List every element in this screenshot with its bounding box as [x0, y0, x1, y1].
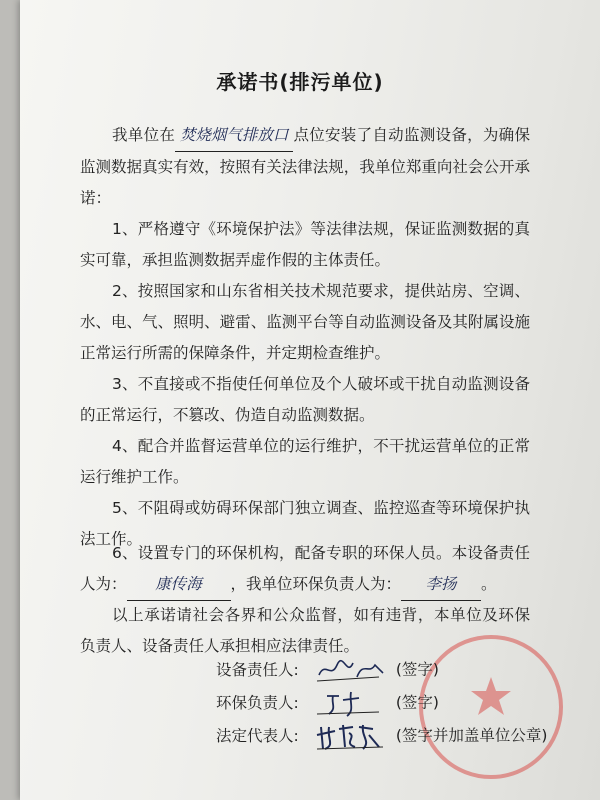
item6-suffix: 。 — [481, 575, 497, 593]
commitment-item-1: 1、严格遵守《环境保护法》等法律法规，保证监测数据的真实可靠，承担监测数据弄虚作假的主体责任。 — [80, 220, 530, 269]
signature-label: 法定代表人: — [216, 726, 299, 745]
signature-label: 设备责任人: — [216, 660, 299, 679]
commitment-item-4: 4、配合并监督运营单位的运行维护，不干扰运营单位的正常运行维护工作。 — [80, 437, 530, 486]
equipment-person-fill: 康传海 — [127, 569, 231, 601]
stamp-star-icon — [471, 677, 511, 715]
intro-suffix: 点位安装了自动监测设备，为确保监测数据真实有效，按照有关法律法规，我单位郑重向社会公开承诺： — [80, 126, 530, 207]
intro-prefix: 我单位在 — [112, 126, 176, 144]
closing-paragraph: 以上承诺请社会各界和公众监督，如有违背，本单位及环保负责人、设备责任人承担相应法律责任。 — [80, 606, 530, 655]
handwritten-signature — [313, 688, 391, 718]
stamp-ring — [421, 637, 561, 777]
signature-note: (签字) — [395, 693, 439, 712]
env-person-fill: 李扬 — [401, 569, 481, 601]
handwritten-signature — [313, 655, 391, 685]
location-fill: 焚烧烟气排放口 — [175, 120, 293, 152]
signature-note: (签字) — [395, 660, 439, 679]
document-title: 承诺书(排污单位) — [216, 70, 384, 94]
intro-paragraph — [80, 120, 530, 214]
commitment-item-6 — [80, 538, 530, 601]
commitment-item-3: 3、不直接或不指使任何单位及个人破坏或干扰自动监测设备的正常运行，不篡改、伪造自动监测数据。 — [80, 375, 530, 424]
signature-row-legal-rep — [216, 721, 547, 751]
item6-prefix: 6、设置专门的环保机构，配备专职的环保人员。本设备责任人为： — [80, 544, 530, 593]
signature-row-environment — [216, 688, 439, 718]
signature-label: 环保负责人: — [216, 693, 299, 712]
signature-note: (签字并加盖单位公章) — [395, 726, 548, 745]
commitment-item-2: 2、按照国家和山东省相关技术规范要求，提供站房、空调、水、电、气、照明、避雷、监测平台等自动监测设备及其附属设施正常运行所需的保障条件，并定期检查维护。 — [80, 282, 530, 362]
signature-row-equipment — [216, 655, 439, 685]
commitment-item-5: 5、不阻碍或妨碍环保部门独立调查、监控巡查等环境保护执法工作。 — [80, 499, 530, 548]
item6-middle: ，我单位环保负责人为： — [230, 575, 402, 593]
handwritten-signature — [313, 721, 391, 751]
